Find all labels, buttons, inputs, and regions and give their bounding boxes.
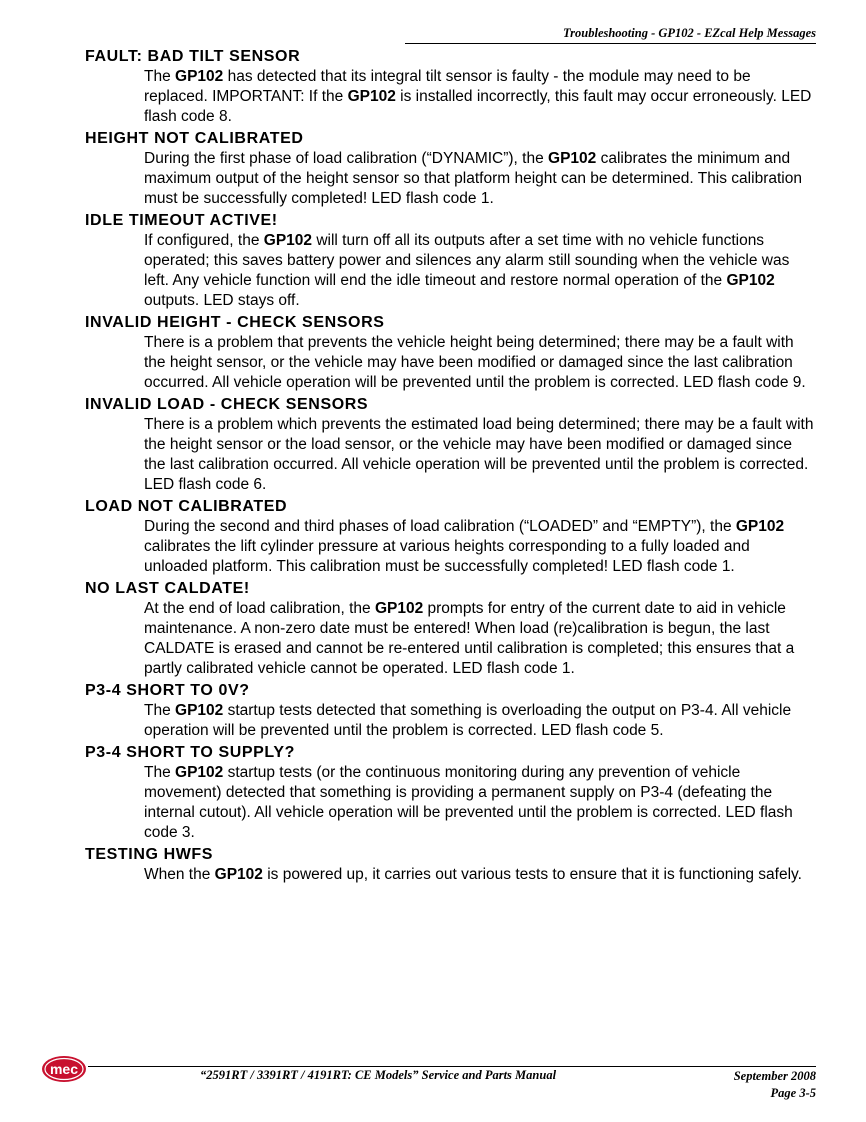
product-name: GP102 [726, 272, 775, 289]
message-description: During the second and third phases of load calibration (“LOADED” and “EMPTY”), the GP102 calibrates the lift cylinder pressure at various heights corresponding to a fully loaded and unloaded platform. This calibration must be successfully completed! LED flash code 1. [144, 518, 785, 575]
message-description: During the first phase of load calibration (“DYNAMIC”), the GP102 calibrates the minimum and maximum output of the height sensor so that platform height can be determined. This calibration must be successfully completed! LED flash code 1. [144, 150, 802, 207]
help-entry [85, 127, 816, 209]
help-entry [85, 393, 816, 495]
message-description: If configured, the GP102 will turn off all its outputs after a set time with no vehicle functions operated; this saves battery power and silences any alarm still sounding when the vehicle was left. Any vehicle function will end the idle timeout and restore normal operation of the GP102 outputs. LED stays off. [144, 232, 790, 309]
header-title: Troubleshooting - GP102 - EZcal Help Messages [562, 26, 816, 40]
help-entry [85, 577, 816, 679]
product-name: GP102 [374, 600, 424, 617]
product-name: GP102 [214, 866, 263, 883]
help-entry [85, 311, 816, 393]
help-entry [85, 741, 816, 843]
manual-title: “2591RT / 3391RT / 4191RT: CE Models” Service and Parts Manual [200, 1068, 557, 1082]
help-entry [85, 209, 816, 311]
message-title: INVALID HEIGHT - CHECK SENSORS [85, 314, 385, 331]
message-title: NO LAST CALDATE! [85, 580, 250, 597]
message-description: The GP102 has detected that its integral tilt sensor is faulty - the module may need to be replaced. IMPORTANT: If the GP102 is installed incorrectly, this fault may occur erroneously. LED flash code 8. [144, 68, 812, 125]
product-name: GP102 [347, 88, 396, 105]
message-title: TESTING HWFS [85, 846, 214, 863]
page-number: Page 3-5 [770, 1086, 816, 1100]
mec-logo [40, 1054, 88, 1084]
message-description: There is a problem that prevents the vehicle height being determined; there may be a fault with the height sensor, or the vehicle may have been modified or damaged since the last calibration occurred. All vehicle operation will be prevented until the problem is corrected. LED flash code 9. [144, 334, 806, 391]
page-header [405, 26, 816, 44]
logo-text: mec [49, 1061, 79, 1077]
message-description: The GP102 startup tests (or the continuous monitoring during any prevention of vehicle movement) detected that something is providing a permanent supply on P3-4 (defeating the internal cutout). All vehicle operation will be prevented until the problem is corrected. LED flash code 3. [144, 764, 793, 841]
message-description: When the GP102 is powered up, it carries out various tests to ensure that it is functioning safely. [144, 866, 802, 883]
message-title: FAULT: BAD TILT SENSOR [85, 48, 301, 65]
footer-date: September 2008 [733, 1069, 816, 1083]
help-entry [85, 679, 816, 741]
product-name: GP102 [175, 702, 224, 719]
message-title: IDLE TIMEOUT ACTIVE! [85, 212, 278, 229]
message-description: There is a problem which prevents the estimated load being determined; there may be a fault with the height sensor or the load sensor, or the vehicle may have been modified or damaged since the last calibration occurred. All vehicle operation will be prevented until the problem is corrected. LED flash code 6. [144, 416, 814, 493]
product-name: GP102 [175, 764, 224, 781]
product-name: GP102 [735, 518, 785, 535]
product-name: GP102 [263, 232, 313, 249]
help-entry [85, 843, 816, 885]
help-entry [85, 495, 816, 577]
product-name: GP102 [548, 150, 597, 167]
message-description: At the end of load calibration, the GP102 prompts for entry of the current date to aid in vehicle maintenance. A non-zero date must be entered! When load (re)calibration is begun, the last CALDATE is erased and cannot be re-entered until calibration is completed; this ensures that a partly calibrated vehicle cannot be operated. LED flash code 1. [144, 600, 795, 677]
footer-rule [88, 1066, 816, 1067]
help-entry [85, 45, 816, 127]
message-title: P3-4 SHORT TO 0V? [85, 682, 250, 699]
footer-right [734, 1068, 816, 1102]
product-name: GP102 [175, 68, 224, 85]
message-title: HEIGHT NOT CALIBRATED [85, 130, 304, 147]
help-messages-list [85, 45, 816, 885]
message-title: P3-4 SHORT TO SUPPLY? [85, 744, 295, 761]
message-title: INVALID LOAD - CHECK SENSORS [85, 396, 369, 413]
message-description: The GP102 startup tests detected that something is overloading the output on P3-4. All vehicle operation will be prevented until the problem is corrected. LED flash code 5. [144, 702, 792, 739]
message-title: LOAD NOT CALIBRATED [85, 498, 288, 515]
